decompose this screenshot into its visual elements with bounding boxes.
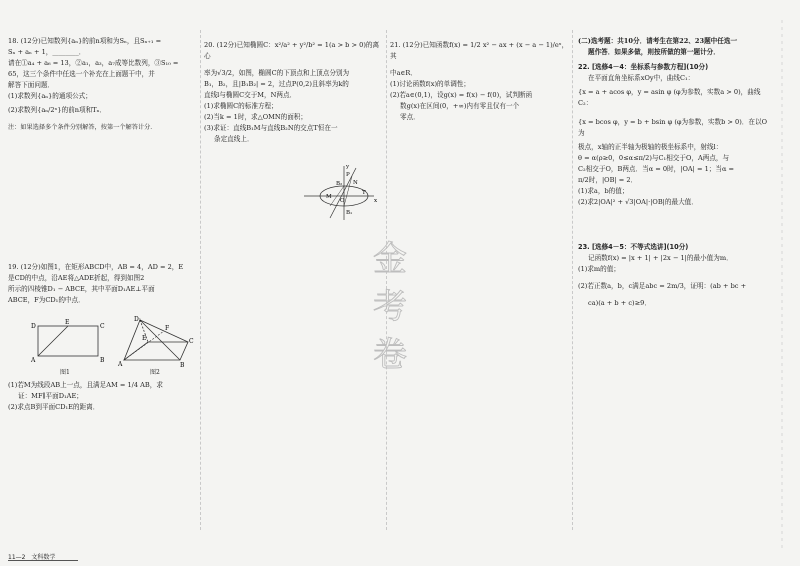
ellipse-label: T — [362, 190, 366, 196]
q22-line: θ = α(ρ≥0，0≤α≤π/2)与C₁相交于O，A两点，与 — [578, 154, 730, 162]
fig2-label: D₁ — [134, 316, 142, 323]
watermark-char: 考 — [373, 287, 407, 327]
q19-figure-2 — [118, 316, 193, 368]
footer-rule — [8, 560, 78, 561]
q18-line: Sₙ + aₙ + 1，________． — [8, 48, 86, 56]
q18-note: 注：如果选择多个条件分别解答，按第一个解答计分． — [8, 124, 157, 131]
fig1-label: C — [100, 323, 105, 330]
q18-line: 解答下面问题． — [8, 81, 55, 89]
q18-line: (2)求数列{aₙ/2ⁿ}的前n项和Tₙ． — [8, 106, 107, 114]
q23-line: 记函数f(x) = |x + 1| + |2x − 1|的最小值为m． — [588, 254, 733, 262]
q22-title: 22. [选修4－4：坐标系与参数方程](10分) — [578, 63, 709, 71]
q19-part: (2)求点B到平面CD₁E的距离． — [8, 403, 100, 411]
question-21 — [390, 40, 570, 123]
subject-name: 文科数学 — [31, 554, 56, 561]
q18-line: 18. (12分)已知数列{aₙ}的前n项和为Sₙ，且Sₙ₊₁ = — [8, 37, 162, 45]
q19-part: (1)若M为线段AB上一点，且满足AM = 1/4 AB，求 — [8, 381, 163, 389]
fig2-label: C — [189, 338, 194, 345]
ellipse-label: x — [374, 198, 378, 204]
fig1-label: B — [100, 357, 105, 364]
q21-line: 中a∈R． — [390, 69, 417, 77]
ellipse-label: B₂ — [336, 181, 343, 187]
q18-line: (1)求数列{aₙ}的通项公式； — [8, 92, 92, 100]
q20-line: B₁，B₂，且|B₁B₂| = 2，过点P(0,2)且斜率为k的 — [204, 80, 349, 88]
fig2-label: F — [165, 325, 170, 332]
q22-line: C₂相交于O，B两点．当α = 0时，|OA| = 1；当α = — [578, 165, 735, 173]
q22-line: (2)求2|OA|² + √3|OA|·|OB|的最大值． — [578, 198, 698, 206]
optional-line: (二)选考题：共10分．请考生在第22、23题中任选一 — [578, 37, 738, 45]
q23-line: (1)求m的值； — [578, 265, 620, 273]
q19-line: 是CD的中点，沿AE将△ADE折起，得到如图2 — [8, 274, 145, 282]
q19-line: 19. (12分)如图1，在矩形ABCD中，AB = 4，AD = 2，E — [8, 263, 184, 271]
fig2-label: A — [118, 361, 123, 368]
question-23 — [578, 242, 768, 309]
ellipse-label: O — [340, 198, 345, 204]
column-divider — [200, 30, 201, 530]
q23-line: ca)(a + b + c)≥9． — [588, 299, 651, 307]
question-18 — [8, 36, 196, 133]
q20-line: 率为√3/2，如图，椭圆C的下顶点和上顶点分别为 — [204, 69, 350, 77]
q19-part: 证：MF∥平面D₁AE； — [18, 392, 83, 400]
fig2-label: E — [142, 335, 147, 342]
ellipse-label: N — [353, 180, 358, 186]
q22-line: (1)求a，b的值； — [578, 187, 629, 195]
q21-line: (1)讨论函数f(x)的单调性； — [390, 80, 470, 88]
q19-line: 所示的四棱锥D₁ − ABCE，其中平面D₁AE⊥平面 — [8, 285, 155, 293]
fig1-label: A — [31, 357, 36, 364]
fig2-label: B — [180, 362, 185, 369]
q20-line: (1)求椭圆C的标准方程； — [204, 102, 278, 110]
column-divider — [572, 30, 573, 530]
q22-line: {x = bcos φ，y = b + bsin φ (φ为参数，实数b > 0)．在以O为 — [578, 118, 767, 137]
question-19 — [8, 262, 196, 306]
fig1-label: D — [31, 323, 36, 330]
q20-line: 20. (12分)已知椭圆C：x²/a² + y²/b² = 1(a > b > 0)的离心 — [204, 41, 380, 60]
ellipse-label: y — [346, 164, 350, 170]
q22-line: π/2时，|OB| = 2． — [578, 176, 638, 184]
figure-1-caption: 图1 — [60, 369, 70, 376]
figure-2-caption: 图2 — [150, 369, 160, 376]
question-22 — [578, 62, 768, 208]
q21-line: 零点． — [400, 113, 420, 121]
q22-line: {x = a + acos φ，y = asin φ (φ为参数，实数a > 0)，曲线C₂： — [578, 88, 761, 107]
q18-line: 65，这三个条件中任选一个补充在上面题干中，并 — [8, 70, 155, 78]
ellipse-label: B₁ — [346, 210, 353, 216]
ellipse-label: M — [326, 194, 332, 200]
question-19-parts — [8, 380, 196, 413]
q21-line: 21. (12分)已知函数f(x) = 1/2 x² − ax + (x − a − 1)/eˣ，其 — [390, 41, 569, 60]
optional-section-header — [578, 36, 768, 58]
q22-line: 极点，x轴的正半轴为极轴的极坐标系中，射线l： — [578, 143, 723, 151]
fig1-label: E — [65, 319, 70, 326]
q21-line: 数g(x)在区间(0，+∞)内有零且仅有一个 — [400, 102, 520, 110]
q20-line: (3)求证：直线B₁M与直线B₂N的交点T恒在一 — [204, 124, 338, 132]
binding-edge — [770, 20, 794, 550]
watermark-char: 金 — [373, 239, 407, 279]
q20-ellipse-figure — [300, 162, 380, 222]
q20-line: (2)当k = 1时，求△OMN的面积； — [204, 113, 307, 121]
q19-line: ABCE，F为CD₁的中点． — [8, 296, 85, 304]
watermark — [360, 230, 420, 380]
q20-line: 直线l与椭圆C交于M，N两点． — [204, 91, 297, 99]
q23-line: (2)若正数a，b，c满足abc = 2m/3，证明：(ab + bc + — [578, 282, 747, 290]
q22-line: 在平面直角坐标系xOy中，曲线C₁： — [588, 74, 695, 82]
optional-line: 题作答．如果多做，则按所做的第一题计分． — [588, 48, 720, 56]
q21-line: (2)若a∈(0,1)，设g(x) = f(x) − f(0)，试判断函 — [390, 91, 533, 99]
question-20 — [204, 40, 384, 145]
page-number: 11—2 — [8, 554, 26, 561]
watermark-char: 卷 — [373, 335, 407, 375]
q18-line: 请在①a₄ + a₆ = 13，②a₁，a₃，a₇成等比数列，③S₁₀ = — [8, 59, 179, 67]
ellipse-label: P — [346, 172, 350, 178]
q20-line: 条定直线上． — [214, 135, 254, 143]
q19-figure-1 — [30, 318, 105, 366]
q23-title: 23. [选修4－5：不等式选讲](10分) — [578, 243, 689, 251]
